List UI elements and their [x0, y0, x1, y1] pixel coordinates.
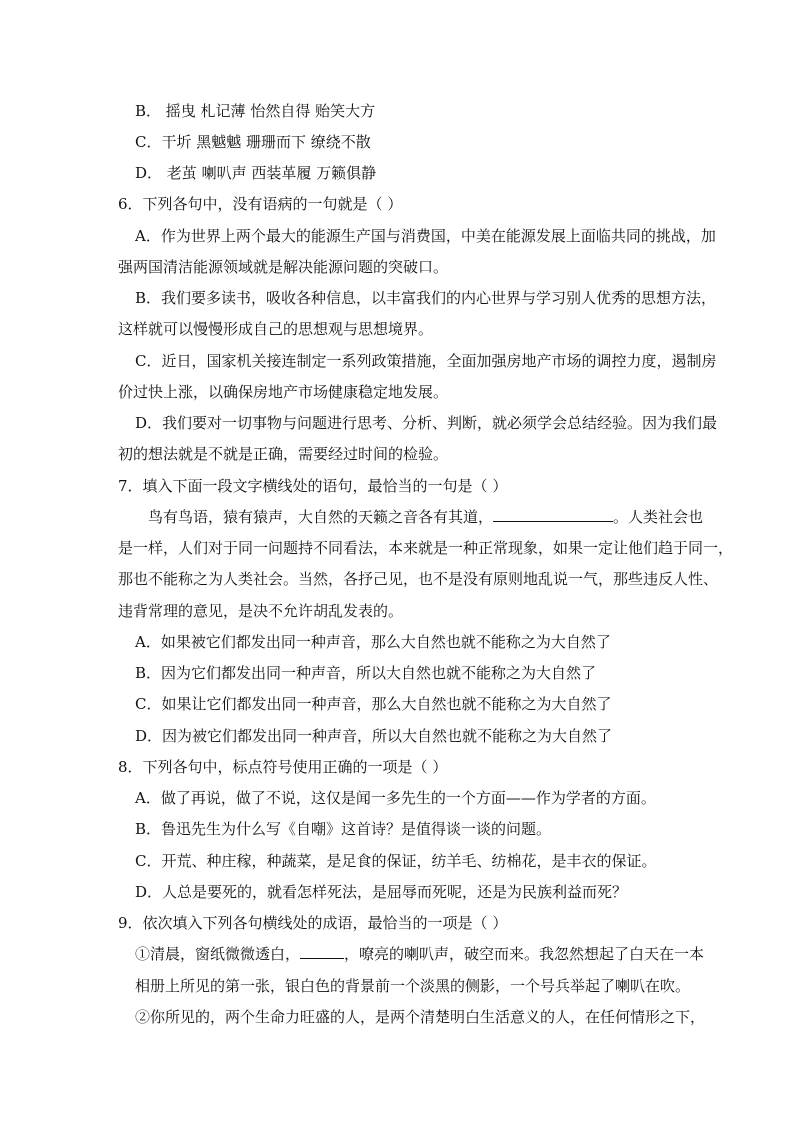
q7-option-b: B．因为它们都发出同一种声音，所以大自然也就不能称之为大自然了 — [135, 664, 597, 682]
q7-option-a: A．如果被它们都发出同一种声音，那么大自然也就不能称之为大自然了 — [135, 633, 611, 651]
q6-option-d-cont: 初的想法就是不就是正确，需要经过时间的检验。 — [118, 445, 449, 463]
q7-option-c: C．如果让它们都发出同一种声音，那么大自然也就不能称之为大自然了 — [135, 695, 612, 713]
q6-option-a-cont: 强两国清洁能源领域就是解决能源问题的突破口。 — [118, 258, 449, 276]
q7-passage-line-4: 违背常理的意见，是决不允许胡乱发表的。 — [118, 602, 404, 620]
q9-sentence-2: ②你所见的，两个生命力旺盛的人，是两个清楚明白生活意义的人，在任何情形之下， — [135, 1008, 706, 1026]
q7-stem: 7．填入下面一段文字横线处的语句，最恰当的一句是（ ） — [118, 477, 508, 495]
q7-option-d: D．因为被它们都发出同一种声音，所以大自然也就不能称之为大自然了 — [135, 727, 613, 745]
q5-option-c: C．干圻 黑魆魆 珊珊而下 缭绕不散 — [135, 133, 371, 151]
q8-option-b: B．鲁迅先生为什么写《自嘲》这首诗？是值得谈一谈的问题。 — [135, 820, 552, 838]
q6-option-c: C．近日，国家机关接连制定一系列政策措施，全面加强房地产市场的调控力度，遏制房 — [135, 352, 717, 370]
fill-blank — [300, 944, 344, 959]
q8-stem: 8．下列各句中，标点符号使用正确的一项是（ ） — [118, 758, 448, 776]
q6-option-b: B．我们要多读书，吸收各种信息，以丰富我们的内心世界与学习别人优秀的思想方法， — [135, 289, 717, 307]
q6-stem: 6．下列各句中，没有语病的一句就是（ ） — [118, 195, 403, 213]
q6-option-b-cont: 这样就可以慢慢形成自己的思想观与思想境界。 — [118, 320, 434, 338]
q9-sentence-1-cont: 相册上所见的第一张，银白色的背景前一个淡黑的侧影，一个号兵举起了喇叭在吹。 — [135, 977, 691, 995]
q7-passage-line-1: 鸟有鸟语，猿有猿声，大自然的天籁之音各有其道， 。人类社会也 — [148, 508, 704, 526]
q6-option-d: D．我们要对一切事物与问题进行思考、分析、判断，就必须学会总结经验。因为我们最 — [135, 414, 718, 432]
q6-option-c-cont: 价过快上涨，以确保房地产市场健康稳定地发展。 — [118, 383, 449, 401]
fill-blank — [493, 507, 613, 522]
q5-option-d: D． 老茧 喇叭声 西装革履 万籁俱静 — [135, 164, 377, 182]
q7-passage-line-2: 是一样，人们对于同一问题持不同看法，本来就是一种正常现象，如果一定让他们趋于同一， — [118, 539, 734, 557]
q7-passage-line-3: 那也不能称之为人类社会。当然，各抒己见，也不是没有原则地乱说一气，那些违反人性、 — [118, 570, 719, 588]
q9-stem: 9．依次填入下列各句横线处的成语，最恰当的一项是（ ） — [118, 914, 508, 932]
q8-option-c: C．开荒、种庄稼，种蔬菜，是足食的保证，纺羊毛、纺棉花，是丰衣的保证。 — [135, 852, 657, 870]
q8-option-a: A．做了再说，做了不说，这仅是闻一多先生的一个方面——作为学者的方面。 — [135, 789, 656, 807]
q5-option-b: B． 摇曳 札记薄 怡然自得 贻笑大方 — [135, 102, 376, 120]
q9-sentence-1: ①清晨，窗纸微微透白， ，嘹亮的喇叭声，破空而来。我忽然想起了白天在一本 — [135, 945, 705, 963]
q8-option-d: D．人总是要死的，就看怎样死法，是屈辱而死呢，还是为民族利益而死？ — [135, 883, 628, 901]
q6-option-a: A．作为世界上两个最大的能源生产国与消费国，中美在能源发展上面临共同的挑战，加 — [135, 227, 716, 245]
